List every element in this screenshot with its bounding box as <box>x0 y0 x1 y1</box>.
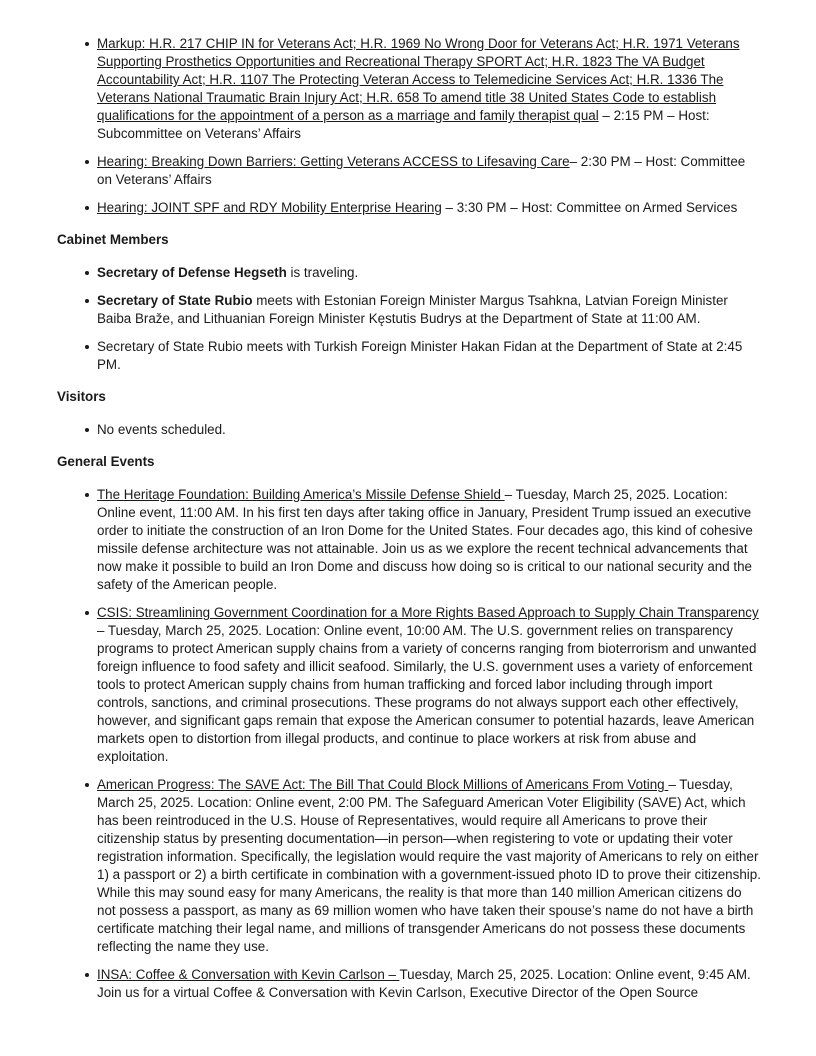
item-text: Secretary of State Rubio meets with Turkish Foreign Minister Hakan Fidan at the Department of State at 2:45 PM. <box>97 339 743 372</box>
house-events-list <box>57 35 763 217</box>
event-link[interactable]: The Heritage Foundation: Building America’s Missile Defense Shield <box>97 487 505 502</box>
event-details: Tuesday, March 25, 2025. Location: Online event, 9:45 AM. Join us for a virtual Coffee & Conversation with Kevin Carlson, Executive Director of the Open Source <box>97 967 751 1000</box>
list-item <box>97 199 763 217</box>
list-item <box>97 35 763 143</box>
event-link[interactable]: American Progress: The SAVE Act: The Bill That Could Block Millions of Americans From Voting <box>97 777 669 792</box>
list-item <box>97 486 763 594</box>
section-heading-general-events: General Events <box>57 454 155 469</box>
official-name: Secretary of State Rubio <box>97 293 253 308</box>
visitors-list <box>57 421 763 439</box>
event-link[interactable]: Hearing: JOINT SPF and RDY Mobility Enterprise Hearing <box>97 200 442 215</box>
list-item <box>97 264 763 282</box>
event-details: – 2:30 PM – Host: Committee on Veterans’ Affairs <box>97 154 746 187</box>
list-item <box>97 604 763 766</box>
item-text: meets with Estonian Foreign Minister Margus Tsahkna, Latvian Foreign Minister Baiba Braže, and Lithuanian Foreign Minister Kęstutis Budrys at the Department of State at 11:00 AM. <box>97 293 728 326</box>
event-link[interactable]: Markup: H.R. 217 CHIP IN for Veterans Act; H.R. 1969 No Wrong Door for Veterans Act; H.R. 1971 Veterans Supporting Prosthetics Opportunities and Recreational Therapy SPORT Act; H.R. 1823 The VA Budget Accountability Act; H.R. 1107 The Protecting Veteran Access to Telemedicine Services Act; H.R. 1336 The Veterans National Traumatic Brain Injury Act; H.R. 658 To amend title 38 United States Code to establish qualifications for the appointment of a person as a marriage and family therapist qual <box>97 36 740 123</box>
event-details: – Tuesday, March 25, 2025. Location: Online event, 2:00 PM. The Safeguard American Voter Eligibility (SAVE) Act, which has been reintroduced in the U.S. House of Representatives, would require all Americans to prove their citizenship status by presenting documentation—in person—when registering to vote or updating their voter registration information. Specifically, the legislation would require the vast majority of Americans to rely on either 1) a passport or 2) a birth certificate in combination with a government-issued photo ID to prove their citizenship. While this may sound easy for many Americans, the reality is that more than 140 million American citizens do not possess a passport, as many as 69 million women who have taken their spouse’s name do not have a birth certificate matching their legal name, and millions of transgender Americans do not possess these documents reflecting the name they use. <box>97 777 761 954</box>
list-item <box>97 966 763 1002</box>
event-link[interactable]: CSIS: Streamlining Government Coordination for a More Rights Based Approach to Supply Chain Transparency <box>97 605 759 620</box>
cabinet-list <box>57 264 763 374</box>
list-item <box>97 421 763 439</box>
document-page <box>57 35 763 1012</box>
event-details: – Tuesday, March 25, 2025. Location: Online event, 10:00 AM. The U.S. government relies on transparency programs to protect American supply chains from a variety of concerns ranging from bioterrorism and unwanted foreign influence to food safety and illicit seafood. Similarly, the U.S. government uses a variety of enforcement tools to protect American supply chains from human trafficking and forced labor including through import controls, sanctions, and criminal prosecutions. These programs do not always support each other effectively, however, and significant gaps remain that expose the American consumer to potential hazards, leave American markets open to distortion from illegal products, and continue to place workers at risk from abuse and exploitation. <box>97 623 757 764</box>
general-events-list <box>57 486 763 1002</box>
section-heading-visitors: Visitors <box>57 389 106 404</box>
event-details: – Tuesday, March 25, 2025. Location: Online event, 11:00 AM. In his first ten days after taking office in January, President Trump issued an executive order to initiate the construction of an Iron Dome for the United States. Four decades ago, this kind of cohesive missile defense architecture was not attainable. Join us as we explore the recent technical advancements that now make it possible to build an Iron Dome and discuss how doing so is critical to our national security and the safety of the American people. <box>97 487 753 592</box>
list-item <box>97 292 763 328</box>
event-link[interactable]: INSA: Coffee & Conversation with Kevin Carlson – <box>97 967 400 982</box>
event-link[interactable]: Hearing: Breaking Down Barriers: Getting Veterans ACCESS to Lifesaving Care <box>97 154 570 169</box>
event-details: – 2:15 PM – Host: Subcommittee on Veterans’ Affairs <box>97 108 710 141</box>
list-item <box>97 338 763 374</box>
item-text: is traveling. <box>286 265 359 280</box>
official-name: Secretary of Defense Hegseth <box>97 265 287 280</box>
event-details: – 3:30 PM – Host: Committee on Armed Services <box>441 200 738 215</box>
item-text: No events scheduled. <box>97 422 226 437</box>
section-heading-cabinet: Cabinet Members <box>57 232 169 247</box>
list-item <box>97 153 763 189</box>
list-item <box>97 776 763 956</box>
